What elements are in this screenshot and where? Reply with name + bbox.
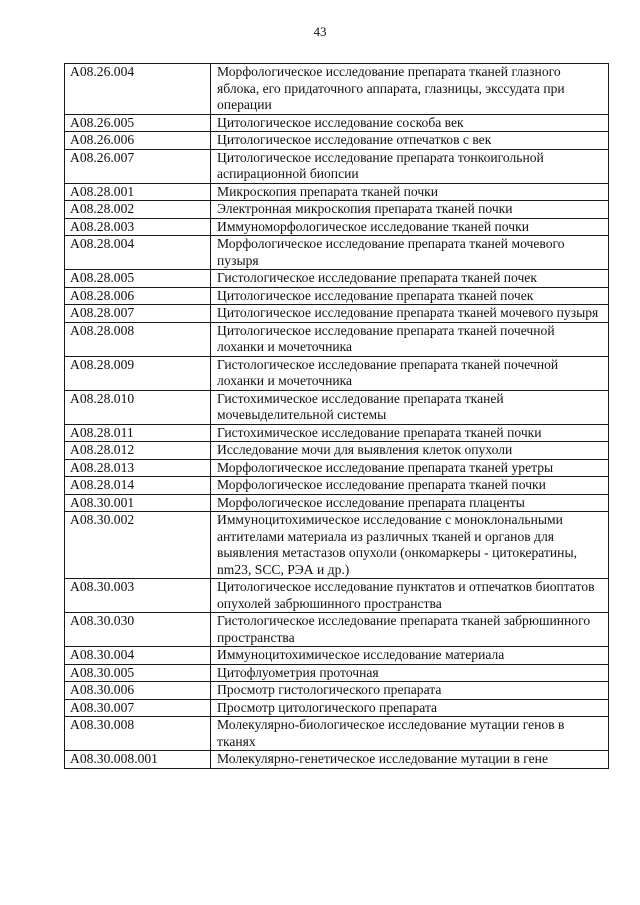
table-row xyxy=(65,512,609,579)
table-row xyxy=(65,494,609,512)
table-row xyxy=(65,751,609,769)
service-description-cell: Иммуноцитохимическое исследование с моноклональными антителами материала из различных тканей и органов для выявления метастазов опухоли (онкомаркеры - цитокератины, nm23, SCC, РЭА и др.) xyxy=(211,512,609,579)
service-code-cell: A08.30.003 xyxy=(65,579,211,613)
service-description-cell: Гистологическое исследование препарата тканей забрюшинного пространства xyxy=(211,613,609,647)
service-description-cell: Иммуноцитохимическое исследование материала xyxy=(211,647,609,665)
service-description-cell: Морфологическое исследование препарата тканей почки xyxy=(211,477,609,495)
service-description-cell: Гистохимическое исследование препарата тканей мочевыделительной системы xyxy=(211,390,609,424)
service-code-cell: A08.30.007 xyxy=(65,699,211,717)
services-table xyxy=(64,63,609,769)
page-number: 43 xyxy=(313,24,327,39)
service-code-cell: A08.28.007 xyxy=(65,305,211,323)
table-row xyxy=(65,699,609,717)
service-code-cell: A08.28.013 xyxy=(65,459,211,477)
service-description-cell: Цитологическое исследование соскоба век xyxy=(211,114,609,132)
service-description-cell: Молекулярно-генетическое исследование мутации в гене xyxy=(211,751,609,769)
service-code-cell: A08.28.010 xyxy=(65,390,211,424)
service-code-cell: A08.28.009 xyxy=(65,356,211,390)
table-row xyxy=(65,682,609,700)
table-row xyxy=(65,613,609,647)
service-description-cell: Просмотр цитологического препарата xyxy=(211,699,609,717)
table-row xyxy=(65,305,609,323)
service-code-cell: A08.30.005 xyxy=(65,664,211,682)
table-row xyxy=(65,424,609,442)
service-code-cell: A08.28.011 xyxy=(65,424,211,442)
table-row xyxy=(65,236,609,270)
table-row xyxy=(65,183,609,201)
table-row xyxy=(65,322,609,356)
service-code-cell: A08.28.001 xyxy=(65,183,211,201)
table-row xyxy=(65,647,609,665)
table-row xyxy=(65,270,609,288)
table-row xyxy=(65,579,609,613)
table-row xyxy=(65,201,609,219)
service-code-cell: A08.28.002 xyxy=(65,201,211,219)
service-description-cell: Молекулярно-биологическое исследование мутации генов в тканях xyxy=(211,717,609,751)
service-description-cell: Цитологическое исследование препарата тонкоигольной аспирационной биопсии xyxy=(211,149,609,183)
table-row xyxy=(65,717,609,751)
service-description-cell: Морфологическое исследование препарата тканей мочевого пузыря xyxy=(211,236,609,270)
service-description-cell: Цитологическое исследование препарата тканей почечной лоханки и мочеточника xyxy=(211,322,609,356)
service-code-cell: A08.30.006 xyxy=(65,682,211,700)
table-row xyxy=(65,356,609,390)
service-description-cell: Гистохимическое исследование препарата тканей почки xyxy=(211,424,609,442)
service-description-cell: Цитофлуометрия проточная xyxy=(211,664,609,682)
service-code-cell: A08.30.002 xyxy=(65,512,211,579)
service-code-cell: A08.26.004 xyxy=(65,64,211,115)
service-code-cell: A08.26.006 xyxy=(65,132,211,150)
table-row xyxy=(65,149,609,183)
table-row xyxy=(65,287,609,305)
service-description-cell: Просмотр гистологического препарата xyxy=(211,682,609,700)
table-row xyxy=(65,390,609,424)
table-row xyxy=(65,664,609,682)
service-code-cell: A08.28.003 xyxy=(65,218,211,236)
service-description-cell: Морфологическое исследование препарата тканей глазного яблока, его придаточного аппарата, глазницы, экссудата при операции xyxy=(211,64,609,115)
service-code-cell: A08.30.008.001 xyxy=(65,751,211,769)
service-description-cell: Цитологическое исследование пунктатов и отпечатков биоптатов опухолей забрюшинного пространства xyxy=(211,579,609,613)
service-description-cell: Морфологическое исследование препарата плаценты xyxy=(211,494,609,512)
table-row xyxy=(65,132,609,150)
service-description-cell: Исследование мочи для выявления клеток опухоли xyxy=(211,442,609,460)
services-table-body xyxy=(65,64,609,769)
service-description-cell: Электронная микроскопия препарата тканей почки xyxy=(211,201,609,219)
service-description-cell: Морфологическое исследование препарата тканей уретры xyxy=(211,459,609,477)
service-code-cell: A08.28.006 xyxy=(65,287,211,305)
service-description-cell: Иммуноморфологическое исследование тканей почки xyxy=(211,218,609,236)
table-row xyxy=(65,442,609,460)
table-row xyxy=(65,218,609,236)
service-code-cell: A08.30.030 xyxy=(65,613,211,647)
service-description-cell: Гистологическое исследование препарата тканей почек xyxy=(211,270,609,288)
table-row xyxy=(65,64,609,115)
service-description-cell: Цитологическое исследование препарата тканей почек xyxy=(211,287,609,305)
table-row xyxy=(65,477,609,495)
service-code-cell: A08.30.004 xyxy=(65,647,211,665)
service-description-cell: Цитологическое исследование отпечатков с век xyxy=(211,132,609,150)
service-description-cell: Цитологическое исследование препарата тканей мочевого пузыря xyxy=(211,305,609,323)
service-code-cell: A08.28.008 xyxy=(65,322,211,356)
service-code-cell: A08.30.001 xyxy=(65,494,211,512)
service-description-cell: Гистологическое исследование препарата тканей почечной лоханки и мочеточника xyxy=(211,356,609,390)
service-description-cell: Микроскопия препарата тканей почки xyxy=(211,183,609,201)
table-row xyxy=(65,114,609,132)
service-code-cell: A08.30.008 xyxy=(65,717,211,751)
service-code-cell: A08.28.004 xyxy=(65,236,211,270)
service-code-cell: A08.28.012 xyxy=(65,442,211,460)
service-code-cell: A08.28.014 xyxy=(65,477,211,495)
service-code-cell: A08.26.005 xyxy=(65,114,211,132)
service-code-cell: A08.28.005 xyxy=(65,270,211,288)
service-code-cell: A08.26.007 xyxy=(65,149,211,183)
table-row xyxy=(65,459,609,477)
